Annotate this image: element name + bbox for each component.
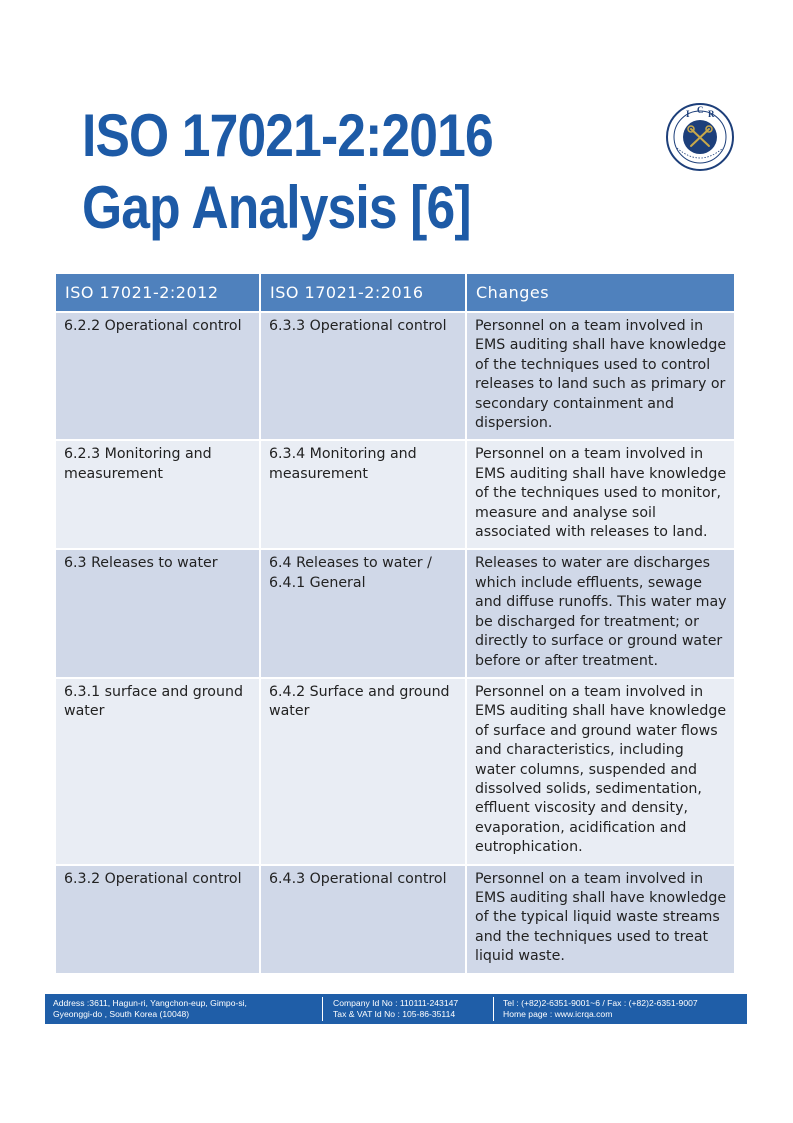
footer-tax-id: Tax & VAT Id No : 105-86-35114 (333, 1009, 456, 1019)
cell-changes: Releases to water are discharges which include effluents, sewage and diffuse runoffs. This water may be discharged for treatment; or directly to surface or ground water before or after treatment. (466, 549, 735, 677)
footer-address (53, 998, 247, 1020)
cell-2012: 6.3 Releases to water (55, 549, 260, 677)
footer-contact (503, 998, 698, 1020)
column-header-changes: Changes (466, 273, 735, 312)
cell-2012: 6.3.2 Operational control (55, 865, 260, 974)
icr-logo (665, 102, 735, 172)
cell-2016: 6.4.3 Operational control (260, 865, 466, 974)
title-line-1: ISO 17021-2:2016 (82, 102, 493, 169)
page-title (82, 100, 493, 244)
cell-2016: 6.4 Releases to water / 6.4.1 General (260, 549, 466, 677)
footer-address-line-2: Gyeonggi-do , South Korea (10048) (53, 1009, 190, 1019)
footer-company-id: Company Id No : 110111-243147 (333, 998, 459, 1008)
table-header-row (55, 273, 735, 312)
table-row (55, 678, 735, 865)
footer-divider (322, 997, 323, 1021)
cell-2012: 6.2.3 Monitoring and measurement (55, 440, 260, 549)
cell-2012: 6.3.1 surface and ground water (55, 678, 260, 865)
logo-letter-2: C (697, 105, 704, 115)
footer-divider (493, 997, 494, 1021)
column-header-2012: ISO 17021-2:2012 (55, 273, 260, 312)
footer-address-line-1: Address :3611, Hagun-ri, Yangchon-eup, Gimpo-si, (53, 998, 247, 1008)
table-row (55, 312, 735, 440)
footer-homepage[interactable]: Home page : www.icrqa.com (503, 1009, 613, 1019)
footer-phone-fax: Tel : (+82)2-6351-9001~6 / Fax : (+82)2-6351-9007 (503, 998, 698, 1008)
cell-2016: 6.4.2 Surface and ground water (260, 678, 466, 865)
cell-2016: 6.3.4 Monitoring and measurement (260, 440, 466, 549)
column-header-2016: ISO 17021-2:2016 (260, 273, 466, 312)
cell-2016: 6.3.3 Operational control (260, 312, 466, 440)
gap-analysis-table (54, 272, 736, 975)
footer-bar (45, 994, 747, 1024)
title-line-2: Gap Analysis [6] (82, 174, 471, 241)
logo-letter-1: I (686, 109, 690, 119)
logo-letter-3: R (708, 109, 715, 119)
cell-2012: 6.2.2 Operational control (55, 312, 260, 440)
cell-changes: Personnel on a team involved in EMS auditing shall have knowledge of the techniques used to control releases to land such as primary or secondary containment and dispersion. (466, 312, 735, 440)
cell-changes: Personnel on a team involved in EMS auditing shall have knowledge of the typical liquid waste streams and the techniques used to treat liquid waste. (466, 865, 735, 974)
table-row (55, 549, 735, 677)
table-row (55, 440, 735, 549)
table-row (55, 865, 735, 974)
cell-changes: Personnel on a team involved in EMS auditing shall have knowledge of the techniques used to monitor, measure and analyse soil associated with releases to land. (466, 440, 735, 549)
cell-changes: Personnel on a team involved in EMS auditing shall have knowledge of surface and ground water flows and characteristics, including water columns, suspended and dissolved solids, sedimentation, effluent viscosity and density, evaporation, acidification and eutrophication. (466, 678, 735, 865)
footer-company-ids (333, 998, 458, 1020)
